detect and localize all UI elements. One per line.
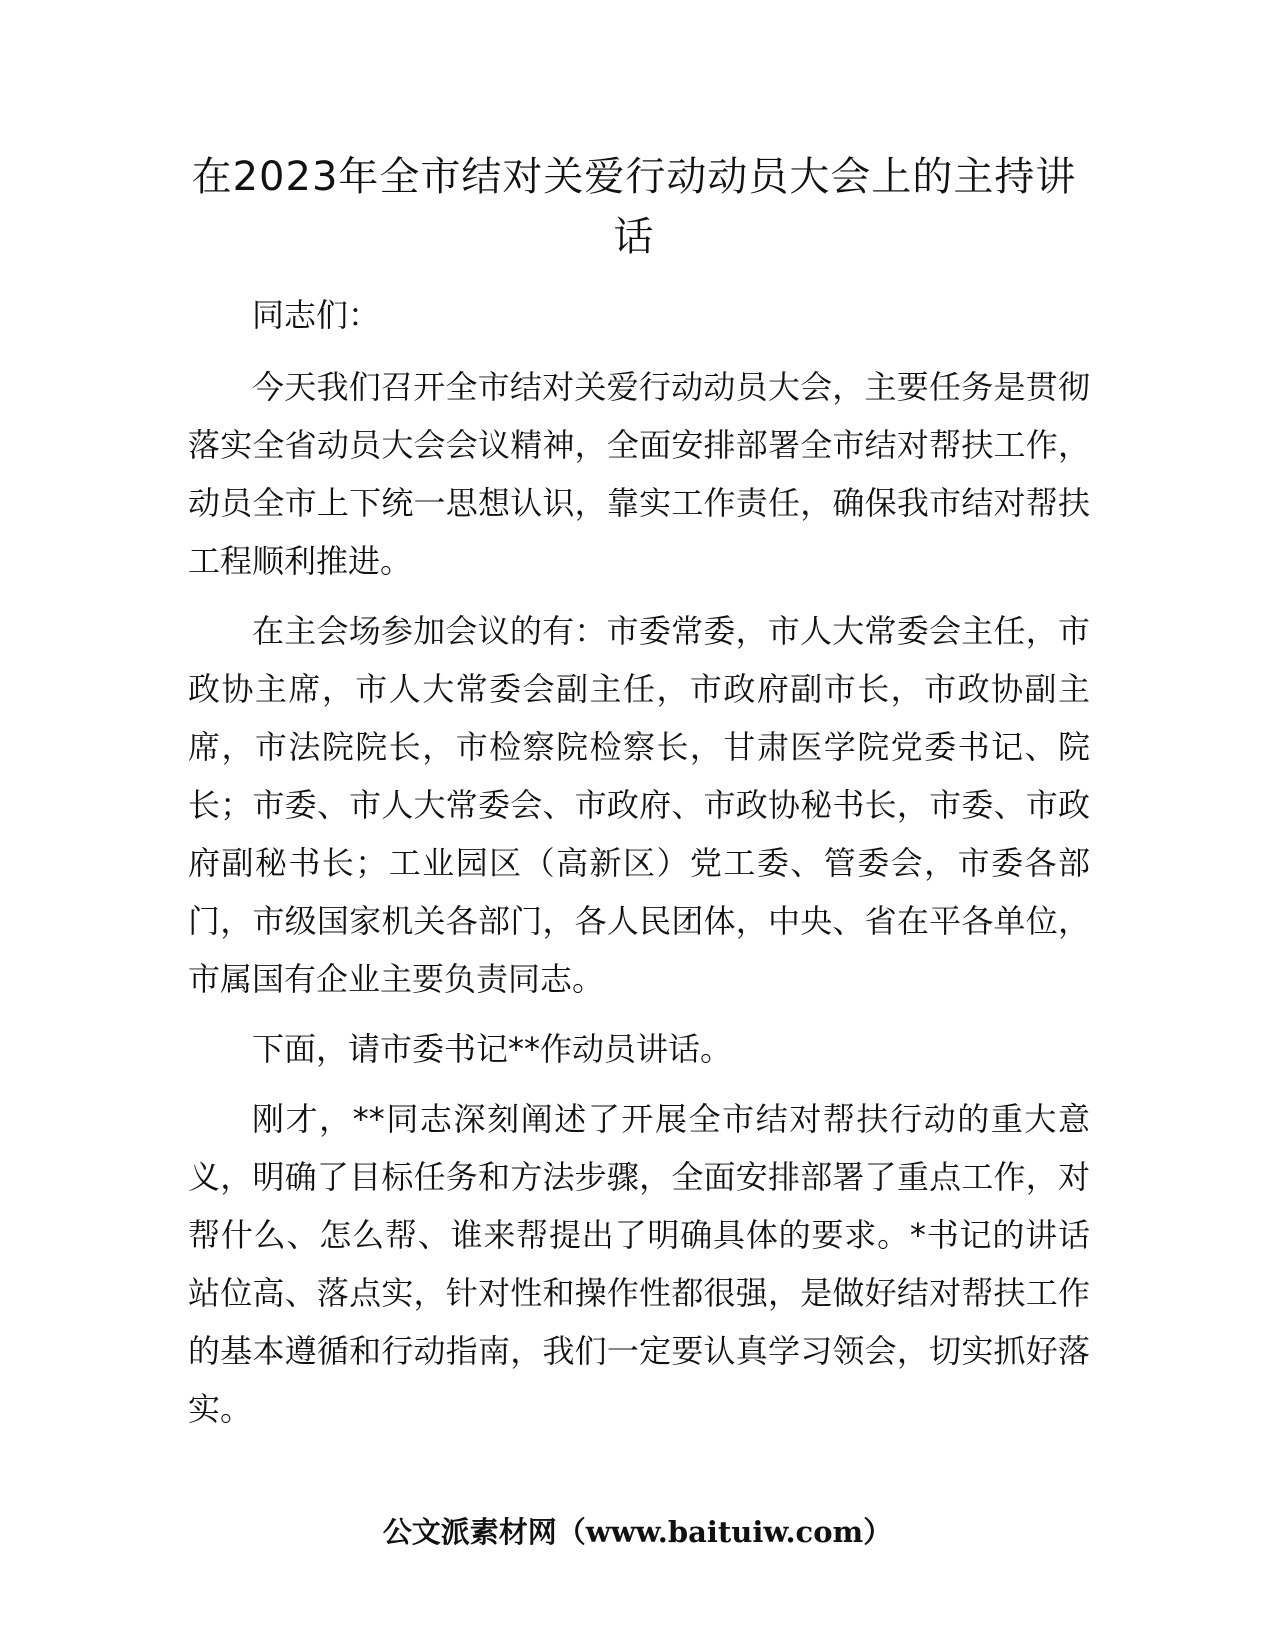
source-footer: 公文派素材网（www.baituiw.com） [382, 1515, 893, 1549]
body-paragraph-2: 在主会场参加会议的有：市委常委，市人大常委会主任，市政协主席，市人大常委会副主任，市政府副市长，市政协副主席，市法院院长，市检察院检察长，甘肃医学院党委书记、院长；市委、市人大常委会、市政府、市政协秘书长，市委、市政府副秘书长；工业园区（高新区）党工委、管委会，市委各部门，市级国家机关各部门，各人民团体，中央、省在平各单位，市属国有企业主要负责同志。 [188, 612, 1090, 998]
body-paragraph-3: 下面，请市委书记**作动员讲话。 [252, 1030, 733, 1068]
body-paragraph-4: 刚才，**同志深刻阐述了开展全市结对帮扶行动的重大意义，明确了目标任务和方法步骤，全面安排部署了重点工作，对帮什么、怎么帮、谁来帮提出了明确具体的要求。*书记的讲话站位高、落点实，针对性和操作性都很强，是做好结对帮扶工作的基本遵循和行动指南，我们一定要认真学习领会，切实抓好落实。 [188, 1100, 1090, 1428]
document-title: 在2023年全市结对关爱行动动员大会上的主持讲话 [191, 154, 1077, 260]
document-body [188, 286, 1090, 1450]
salutation-paragraph: 同志们： [252, 296, 381, 334]
body-paragraph-1: 今天我们召开全市结对关爱行动动员大会，主要任务是贯彻落实全省动员大会会议精神，全面安排部署全市结对帮扶工作，动员全市上下统一思想认识，靠实工作责任，确保我市结对帮扶工程顺利推进。 [188, 368, 1090, 580]
